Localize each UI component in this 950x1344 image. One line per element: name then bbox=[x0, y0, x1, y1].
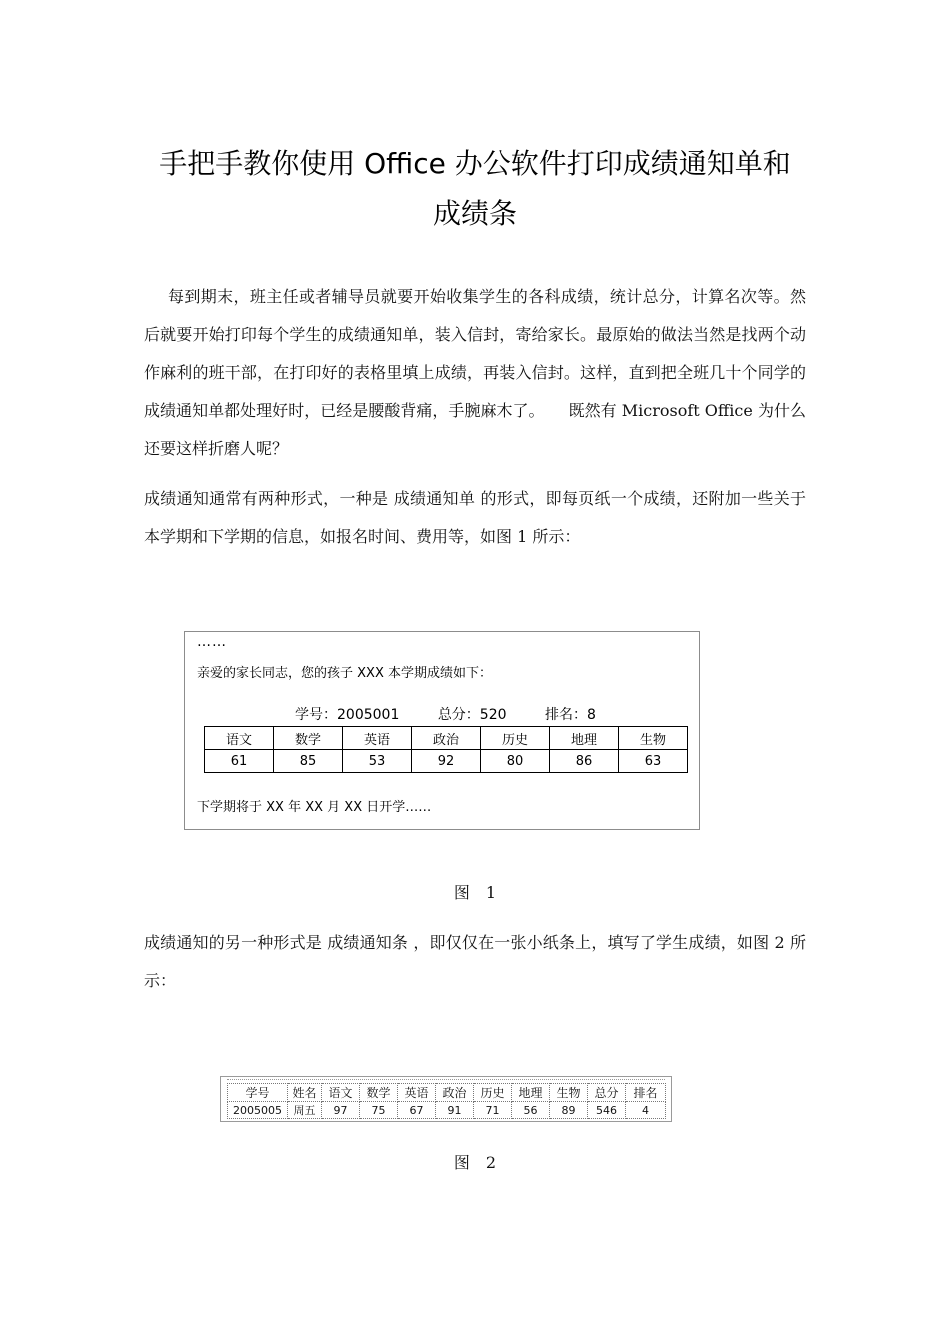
paragraph-intro: 每到期末，班主任或者辅导员就要开始收集学生的各科成绩，统计总分，计算名次等。然后就要开始打印每个学生的成绩通知单，装入信封，寄给家长。最原始的做法当然是找两个动作麻利的班干部，在打印好的表格里填上成绩，再装入信封。这样，直到把全班几十个同学的成绩通知单都处理好时，已经是腰酸背痛，手腕麻木了。 既然有 Microsoft Office 为什么还要这样折磨人呢？ bbox=[144, 287, 806, 458]
header-cell: 英语 bbox=[398, 1084, 436, 1102]
rank: 排名：8 bbox=[545, 707, 596, 723]
value-cell: 周五 bbox=[288, 1102, 322, 1119]
value-cell: 67 bbox=[398, 1102, 436, 1119]
header-cell: 排名 bbox=[626, 1084, 666, 1102]
subject-cell: 英语 bbox=[343, 727, 412, 750]
strip-header-row bbox=[228, 1084, 666, 1102]
figure-2-caption: 图 2 bbox=[453, 1153, 497, 1172]
student-summary bbox=[295, 704, 596, 724]
score-cell: 80 bbox=[481, 750, 550, 773]
subject-cell: 政治 bbox=[412, 727, 481, 750]
score-strip-table bbox=[227, 1083, 666, 1119]
figure-2-score-strip bbox=[220, 1076, 672, 1122]
subject-cell: 语文 bbox=[205, 727, 274, 750]
value-cell: 97 bbox=[322, 1102, 360, 1119]
subject-cell: 生物 bbox=[619, 727, 688, 750]
header-cell: 总分 bbox=[588, 1084, 626, 1102]
title-line-1: 手把手教你使用 Office 办公软件打印成绩通知单和 bbox=[159, 146, 791, 180]
title-line-2: 成绩条 bbox=[432, 196, 517, 230]
paragraph-form-one: 成绩通知通常有两种形式，一种是 成绩通知单 的形式，即每页纸一个成绩，还附加一些关于本学期和下学期的信息，如报名时间、费用等，如图 1 所示： bbox=[144, 489, 806, 546]
score-cell: 53 bbox=[343, 750, 412, 773]
header-cell: 政治 bbox=[436, 1084, 474, 1102]
score-cell: 63 bbox=[619, 750, 688, 773]
header-cell: 生物 bbox=[550, 1084, 588, 1102]
subject-cell: 地理 bbox=[550, 727, 619, 750]
ellipsis-text: …… bbox=[197, 634, 227, 650]
subject-row bbox=[205, 727, 688, 750]
value-cell: 75 bbox=[360, 1102, 398, 1119]
score-cell: 85 bbox=[274, 750, 343, 773]
value-cell: 56 bbox=[512, 1102, 550, 1119]
score-cell: 86 bbox=[550, 750, 619, 773]
next-term-text: 下学期将于 XX 年 XX 月 XX 日开学…… bbox=[197, 800, 432, 815]
header-cell: 姓名 bbox=[288, 1084, 322, 1102]
header-cell: 地理 bbox=[512, 1084, 550, 1102]
header-cell: 历史 bbox=[474, 1084, 512, 1102]
score-table bbox=[204, 726, 688, 773]
strip-value-row bbox=[228, 1102, 666, 1119]
document-title bbox=[120, 139, 830, 239]
subject-cell: 数学 bbox=[274, 727, 343, 750]
value-cell: 91 bbox=[436, 1102, 474, 1119]
header-cell: 学号 bbox=[228, 1084, 288, 1102]
score-cell: 92 bbox=[412, 750, 481, 773]
score-row bbox=[205, 750, 688, 773]
figure-1-caption: 图 1 bbox=[453, 883, 497, 902]
score-cell: 61 bbox=[205, 750, 274, 773]
header-cell: 数学 bbox=[360, 1084, 398, 1102]
total-score: 总分：520 bbox=[437, 707, 507, 723]
value-cell: 71 bbox=[474, 1102, 512, 1119]
paragraph-form-two: 成绩通知的另一种形式是 成绩通知条 ，即仅仅在一张小纸条上，填写了学生成绩，如图 2 所示： bbox=[144, 933, 806, 990]
value-cell: 89 bbox=[550, 1102, 588, 1119]
greeting-text: 亲爱的家长同志，您的孩子 XXX 本学期成绩如下： bbox=[197, 666, 492, 681]
value-cell: 546 bbox=[588, 1102, 626, 1119]
header-cell: 语文 bbox=[322, 1084, 360, 1102]
subject-cell: 历史 bbox=[481, 727, 550, 750]
value-cell: 4 bbox=[626, 1102, 666, 1119]
value-cell: 2005005 bbox=[228, 1102, 288, 1119]
student-id: 学号：2005001 bbox=[295, 707, 400, 723]
figure-1-report-card bbox=[184, 631, 700, 830]
